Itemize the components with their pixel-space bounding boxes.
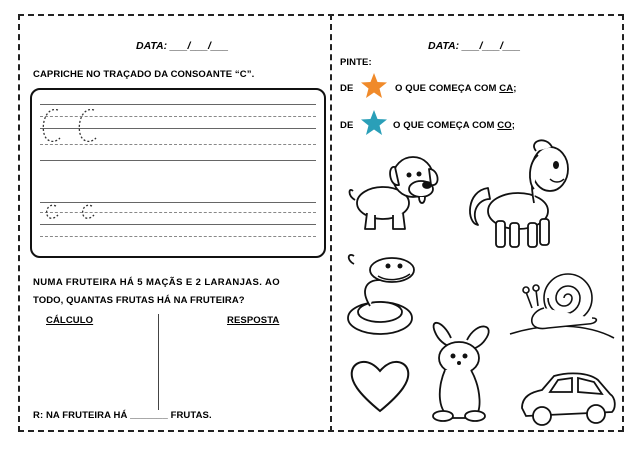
tracing-letters: [36, 100, 116, 230]
page-divider: [330, 14, 332, 432]
horse-picture: [458, 133, 578, 253]
orange-star-icon: [360, 72, 388, 100]
problem-line-1: NUMA FRUTEIRA HÁ 5 MAÇÃS E 2 LARANJAS. AO: [33, 277, 281, 288]
heart-picture: [348, 355, 412, 415]
guide-line: [40, 236, 316, 237]
answer-sentence: R: NA FRUTEIRA HÁ _______ FRUTAS.: [33, 410, 212, 421]
row1-syllable: CA: [499, 83, 514, 94]
row2-text-main: O QUE COMEÇA COM: [393, 120, 498, 131]
rabbit-picture: [423, 318, 503, 428]
row1-text-main: O QUE COMEÇA COM: [395, 83, 500, 94]
problem-line-2: TODO, QUANTAS FRUTAS HÁ NA FRUTEIRA?: [33, 295, 245, 306]
row1-suffix: ;: [513, 83, 517, 94]
paint-label: PINTE:: [340, 57, 372, 68]
row2-text: [393, 120, 515, 131]
row1-prefix: DE: [340, 83, 354, 94]
calc-label: CÁLCULO: [46, 315, 94, 326]
snake-picture: [340, 250, 420, 340]
answer-label: RESPOSTA: [227, 315, 280, 326]
right-date-label: DATA: ___/___/___: [428, 40, 521, 52]
row2-suffix: ;: [511, 120, 515, 131]
row1-text: [395, 83, 516, 94]
row2-syllable: CO: [497, 120, 512, 131]
calc-answer-separator: [158, 314, 159, 410]
left-date-label: DATA: ___/___/___: [136, 40, 229, 52]
row2-prefix: DE: [340, 120, 354, 131]
trace-instruction: CAPRICHE NO TRAÇADO DA CONSOANTE “C”.: [33, 69, 255, 80]
dog-picture: [345, 145, 445, 235]
blue-star-icon: [360, 109, 388, 137]
car-picture: [518, 370, 618, 430]
snail-picture: [508, 262, 618, 352]
